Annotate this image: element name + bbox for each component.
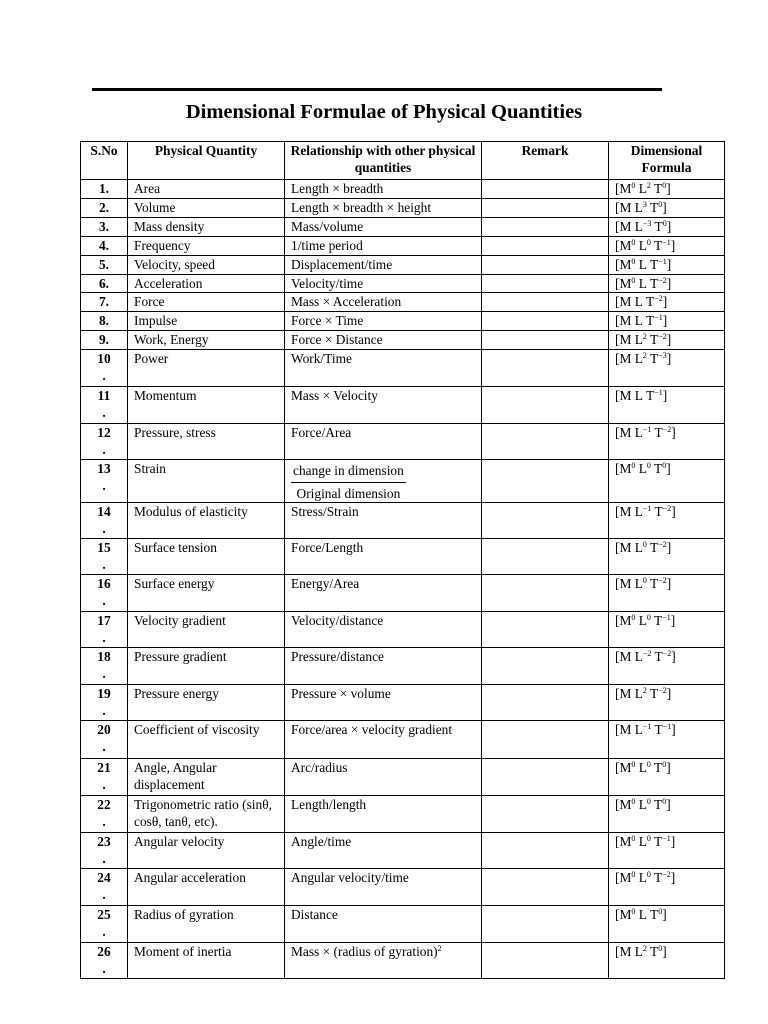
mass-exponent: 0 [631, 181, 636, 190]
length-exponent: 2 [646, 181, 651, 190]
serial-number: 14 [97, 504, 111, 519]
remark-cell [482, 460, 609, 503]
remark-cell [482, 199, 609, 218]
length-exponent: 3 [642, 200, 647, 209]
table-row [81, 869, 725, 906]
relationship-exponent: 2 [437, 944, 442, 953]
time-exponent: −2 [662, 870, 671, 879]
remark-cell [482, 796, 609, 833]
serial-number-dot: . [102, 521, 106, 536]
serial-number: 12 [97, 425, 111, 440]
mass-exponent: 0 [631, 760, 636, 769]
formula-cell: [$M^0$ $L^0$ $T^0$] [609, 460, 725, 503]
serial-number: 26 [97, 944, 111, 959]
remark-cell [482, 350, 609, 387]
time-exponent: −1 [662, 722, 672, 731]
header-sno: S.No [81, 142, 128, 180]
relationship-text: Stress/Strain [291, 504, 359, 519]
relationship-text: Length × breadth × height [291, 200, 432, 215]
relationship-cell [285, 460, 482, 503]
formula-cell: [$M^0$ $L^0$ $T^0$] [609, 796, 725, 833]
table-row [81, 906, 725, 943]
table-header-row [81, 142, 725, 180]
serial-number: 25 [97, 907, 111, 922]
table-row [81, 218, 725, 237]
time-exponent: −2 [658, 332, 667, 341]
relationship-text: Force/Length [291, 540, 364, 555]
header-remark: Remark [482, 142, 609, 180]
formula-cell: [$M^0$ $L^0$ $T^{-1}$] [609, 237, 725, 256]
time-exponent: 0 [662, 461, 667, 470]
quantity-cell: Work, Energy [128, 331, 285, 350]
serial-number-cell [81, 312, 128, 331]
serial-number-cell [81, 796, 128, 833]
quantity-cell: Coefficient of viscosity [128, 721, 285, 759]
quantity-cell: Velocity, speed [128, 256, 285, 275]
serial-number: 11 [97, 388, 111, 403]
serial-number-dot: . [102, 442, 106, 457]
length-exponent: 0 [646, 760, 651, 769]
time-exponent: −2 [654, 294, 663, 303]
relationship-cell [285, 648, 482, 685]
relationship-cell [285, 387, 482, 424]
relationship-cell [285, 869, 482, 906]
remark-cell [482, 293, 609, 312]
serial-number-dot: . [102, 630, 106, 645]
serial-number-dot: . [102, 478, 106, 493]
header-formula: Dimensional Formula [609, 142, 725, 180]
remark-cell [482, 648, 609, 685]
time-exponent: −2 [658, 576, 667, 585]
serial-number-dot: . [102, 814, 106, 829]
length-exponent: 0 [646, 613, 651, 622]
serial-number: 2. [98, 200, 110, 215]
time-exponent: −3 [658, 351, 667, 360]
quantity-cell: Angle, Angular displacement [128, 759, 285, 796]
time-exponent: 0 [662, 181, 667, 190]
remark-cell [482, 612, 609, 648]
formula-cell: [$M^0$ $L^0$ $T^{-1}$] [609, 833, 725, 869]
relationship-text: Force/Area [291, 425, 352, 440]
time-exponent: −2 [662, 425, 672, 434]
relationship-cell [285, 424, 482, 460]
serial-number-cell [81, 943, 128, 979]
serial-number: 5. [98, 257, 110, 272]
serial-number-dot: . [102, 777, 106, 792]
header-relationship: Relationship with other physical quantities [285, 142, 482, 180]
relationship-text: Force × Time [291, 313, 364, 328]
time-exponent: −2 [658, 276, 667, 285]
table-row [81, 759, 725, 796]
serial-number: 19 [97, 686, 111, 701]
time-exponent: −2 [662, 649, 672, 658]
table-row [81, 575, 725, 612]
relationship-text: Pressure/distance [291, 649, 384, 664]
table-row [81, 312, 725, 331]
table-row [81, 387, 725, 424]
fraction [291, 462, 406, 502]
remark-cell [482, 331, 609, 350]
serial-number: 1. [98, 181, 110, 196]
length-exponent: 0 [646, 238, 651, 247]
time-exponent: 0 [658, 907, 663, 916]
formula-cell: [M $L^{-3}$ $T^0$] [609, 218, 725, 237]
quantity-cell: Radius of gyration [128, 906, 285, 943]
table-row [81, 721, 725, 759]
serial-number: 8. [98, 313, 110, 328]
remark-cell [482, 218, 609, 237]
table-row [81, 833, 725, 869]
table-row [81, 350, 725, 387]
formula-cell: [M $L^2$ $T^{-2}$] [609, 331, 725, 350]
quantity-cell: Mass density [128, 218, 285, 237]
title-rule [92, 88, 662, 91]
serial-number: 10 [97, 351, 111, 366]
relationship-cell [285, 275, 482, 293]
relationship-cell [285, 685, 482, 721]
remark-cell [482, 503, 609, 539]
quantity-cell: Velocity gradient [128, 612, 285, 648]
serial-number-cell [81, 721, 128, 759]
relationship-cell [285, 833, 482, 869]
table-row [81, 275, 725, 293]
quantity-cell: Power [128, 350, 285, 387]
time-exponent: −1 [654, 388, 663, 397]
serial-number-dot: . [102, 924, 106, 939]
table-body [81, 180, 725, 979]
relationship-cell [285, 256, 482, 275]
formula-cell: [M $L^{-1}$ $T^{-2}$] [609, 503, 725, 539]
length-exponent: 0 [646, 870, 651, 879]
formula-cell: [$M^0$ L $T^0$] [609, 906, 725, 943]
remark-cell [482, 312, 609, 331]
remark-cell [482, 943, 609, 979]
relationship-text: Energy/Area [291, 576, 360, 591]
serial-number-cell [81, 237, 128, 256]
table-row [81, 648, 725, 685]
relationship-cell [285, 312, 482, 331]
remark-cell [482, 275, 609, 293]
serial-number-cell [81, 503, 128, 539]
relationship-cell [285, 218, 482, 237]
serial-number-cell [81, 180, 128, 199]
serial-number: 6. [98, 276, 110, 291]
length-exponent: −1 [642, 425, 652, 434]
length-exponent: 2 [642, 686, 647, 695]
remark-cell [482, 180, 609, 199]
formula-cell: [$M^0$ $L^0$ $T^0$] [609, 759, 725, 796]
serial-number-cell [81, 575, 128, 612]
quantity-cell: Modulus of elasticity [128, 503, 285, 539]
serial-number-dot: . [102, 368, 106, 383]
formula-cell: [$M^0$ $L^0$ $T^{-1}$] [609, 612, 725, 648]
relationship-text: Length/length [291, 797, 367, 812]
remark-cell [482, 424, 609, 460]
quantity-cell: Pressure, stress [128, 424, 285, 460]
length-exponent: 0 [646, 834, 651, 843]
mass-exponent: 0 [631, 257, 636, 266]
formula-cell: [M L $T^{-1}$] [609, 387, 725, 424]
serial-number-dot: . [102, 666, 106, 681]
remark-cell [482, 869, 609, 906]
serial-number-cell [81, 199, 128, 218]
serial-number: 13 [97, 461, 111, 476]
serial-number-cell [81, 424, 128, 460]
relationship-cell [285, 612, 482, 648]
mass-exponent: 0 [631, 461, 636, 470]
time-exponent: 0 [662, 219, 667, 228]
table-row [81, 256, 725, 275]
serial-number: 18 [97, 649, 111, 664]
time-exponent: 0 [662, 760, 667, 769]
serial-number-cell [81, 331, 128, 350]
time-exponent: 0 [662, 797, 667, 806]
quantity-cell: Volume [128, 199, 285, 218]
formula-cell: [M $L^2$ $T^{-3}$] [609, 350, 725, 387]
quantity-cell: Moment of inertia [128, 943, 285, 979]
quantity-cell: Frequency [128, 237, 285, 256]
quantity-cell: Acceleration [128, 275, 285, 293]
relationship-text: Pressure × volume [291, 686, 391, 701]
table-row [81, 539, 725, 575]
table-row [81, 424, 725, 460]
table-row [81, 943, 725, 979]
serial-number: 17 [97, 613, 111, 628]
page-title: Dimensional Formulae of Physical Quantities [185, 101, 583, 123]
serial-number-dot: . [102, 961, 106, 976]
relationship-text: Work/Time [291, 351, 352, 366]
header-quantity: Physical Quantity [128, 142, 285, 180]
length-exponent: 2 [642, 351, 647, 360]
serial-number-cell [81, 293, 128, 312]
formula-cell: [M $L^2$ $T^{-2}$] [609, 685, 725, 721]
table-row [81, 460, 725, 503]
formula-cell: [M $L^0$ $T^{-2}$] [609, 575, 725, 612]
relationship-text: Angular velocity/time [291, 870, 409, 885]
relationship-text: Force × Distance [291, 332, 383, 347]
serial-number-dot: . [102, 739, 106, 754]
table-row [81, 199, 725, 218]
formula-cell: [M $L^{-2}$ $T^{-2}$] [609, 648, 725, 685]
time-exponent: −1 [662, 834, 671, 843]
serial-number-cell [81, 759, 128, 796]
time-exponent: 0 [658, 200, 663, 209]
serial-number-cell [81, 275, 128, 293]
remark-cell [482, 906, 609, 943]
serial-number: 23 [97, 834, 111, 849]
quantity-cell: Angular velocity [128, 833, 285, 869]
formula-cell: [M $L^{-1}$ $T^{-2}$] [609, 424, 725, 460]
table-row [81, 293, 725, 312]
serial-number-dot: . [102, 887, 106, 902]
table-row [81, 796, 725, 833]
relationship-text: Length × breadth [291, 181, 384, 196]
relationship-cell [285, 331, 482, 350]
mass-exponent: 0 [631, 613, 636, 622]
length-exponent: −3 [642, 219, 652, 228]
serial-number-cell [81, 460, 128, 503]
remark-cell [482, 685, 609, 721]
serial-number-cell [81, 685, 128, 721]
serial-number: 16 [97, 576, 111, 591]
formula-cell: [$M^0$ L $T^{-1}$] [609, 256, 725, 275]
serial-number-cell [81, 387, 128, 424]
relationship-text: Distance [291, 907, 338, 922]
relationship-cell [285, 503, 482, 539]
table-row [81, 685, 725, 721]
mass-exponent: 0 [631, 797, 636, 806]
serial-number-cell [81, 869, 128, 906]
length-exponent: −1 [642, 504, 652, 513]
dimensional-formulae-table [80, 141, 725, 979]
serial-number: 3. [98, 219, 110, 234]
time-exponent: −2 [658, 540, 667, 549]
length-exponent: 0 [642, 540, 647, 549]
time-exponent: −1 [654, 313, 663, 322]
table-row [81, 612, 725, 648]
length-exponent: 0 [642, 576, 647, 585]
mass-exponent: 0 [631, 238, 636, 247]
length-exponent: −2 [642, 649, 652, 658]
time-exponent: −2 [658, 686, 667, 695]
quantity-cell: Surface tension [128, 539, 285, 575]
serial-number-cell [81, 218, 128, 237]
serial-number: 4. [98, 238, 110, 253]
quantity-cell: Impulse [128, 312, 285, 331]
serial-number: 20 [97, 722, 111, 737]
time-exponent: −1 [662, 613, 671, 622]
serial-number-dot: . [102, 703, 106, 718]
time-exponent: −1 [662, 238, 671, 247]
relationship-text: Displacement/time [291, 257, 393, 272]
serial-number: 15 [97, 540, 111, 555]
quantity-cell: Force [128, 293, 285, 312]
quantity-cell: Momentum [128, 387, 285, 424]
relationship-text: Mass/volume [291, 219, 364, 234]
length-exponent: 0 [646, 461, 651, 470]
serial-number-dot: . [102, 593, 106, 608]
quantity-cell: Strain [128, 460, 285, 503]
relationship-text: Force/area × velocity gradient [291, 722, 453, 737]
relationship-text: Mass × Acceleration [291, 294, 402, 309]
remark-cell [482, 256, 609, 275]
time-exponent: −1 [658, 257, 667, 266]
relationship-text: 1/time period [291, 238, 363, 253]
serial-number: 21 [97, 760, 111, 775]
quantity-cell: Pressure gradient [128, 648, 285, 685]
table-row [81, 331, 725, 350]
relationship-text: Velocity/distance [291, 613, 384, 628]
remark-cell [482, 759, 609, 796]
relationship-text: Velocity/time [291, 276, 364, 291]
serial-number: 9. [98, 332, 110, 347]
formula-cell: [M $L^3$ $T^0$] [609, 199, 725, 218]
mass-exponent: 0 [631, 907, 636, 916]
quantity-cell: Area [128, 180, 285, 199]
formula-cell: [M $L^0$ $T^{-2}$] [609, 539, 725, 575]
quantity-cell: Angular acceleration [128, 869, 285, 906]
formula-cell: [M L $T^{-1}$] [609, 312, 725, 331]
serial-number-dot: . [102, 557, 106, 572]
serial-number-cell [81, 833, 128, 869]
remark-cell [482, 387, 609, 424]
length-exponent: −1 [642, 722, 652, 731]
table-row [81, 503, 725, 539]
serial-number: 7. [98, 294, 110, 309]
quantity-cell: Trigonometric ratio (sinθ, cosθ, tanθ, etc). [128, 796, 285, 833]
relationship-cell [285, 180, 482, 199]
relationship-text: Mass × Velocity [291, 388, 378, 403]
length-exponent: 2 [642, 944, 647, 953]
time-exponent: −2 [662, 504, 672, 513]
formula-cell: [M $L^{-1}$ $T^{-1}$] [609, 721, 725, 759]
relationship-cell [285, 721, 482, 759]
remark-cell [482, 539, 609, 575]
relationship-cell [285, 759, 482, 796]
relationship-cell [285, 199, 482, 218]
relationship-cell [285, 237, 482, 256]
formula-cell: [M L $T^{-2}$] [609, 293, 725, 312]
serial-number: 24 [97, 870, 111, 885]
length-exponent: 0 [646, 797, 651, 806]
remark-cell [482, 721, 609, 759]
relationship-text: Arc/radius [291, 760, 348, 775]
relationship-cell [285, 293, 482, 312]
mass-exponent: 0 [631, 834, 636, 843]
serial-number-cell [81, 648, 128, 685]
table-row [81, 237, 725, 256]
mass-exponent: 0 [631, 870, 636, 879]
serial-number-cell [81, 350, 128, 387]
fraction-numerator: change in dimension [291, 462, 406, 483]
remark-cell [482, 237, 609, 256]
length-exponent: 2 [642, 332, 647, 341]
serial-number-cell [81, 256, 128, 275]
relationship-cell [285, 350, 482, 387]
quantity-cell: Surface energy [128, 575, 285, 612]
formula-cell: [M $L^2$ $T^0$] [609, 943, 725, 979]
relationship-text: Angle/time [291, 834, 352, 849]
fraction-denominator: Original dimension [296, 486, 401, 501]
remark-cell [482, 833, 609, 869]
relationship-text: Mass × (radius of gyration) [291, 944, 438, 959]
quantity-cell: Pressure energy [128, 685, 285, 721]
formula-cell: [$M^0$ $L^0$ $T^{-2}$] [609, 869, 725, 906]
relationship-cell [285, 906, 482, 943]
relationship-cell [285, 575, 482, 612]
serial-number-dot: . [102, 851, 106, 866]
serial-number: 22 [97, 797, 111, 812]
remark-cell [482, 575, 609, 612]
formula-cell: [$M^0$ L $T^{-2}$] [609, 275, 725, 293]
table-row [81, 180, 725, 199]
serial-number-cell [81, 906, 128, 943]
time-exponent: 0 [658, 944, 663, 953]
serial-number-dot: . [102, 405, 106, 420]
relationship-cell [285, 943, 482, 979]
mass-exponent: 0 [631, 276, 636, 285]
relationship-cell [285, 539, 482, 575]
serial-number-cell [81, 612, 128, 648]
formula-cell: [$M^0$ $L^2$ $T^0$] [609, 180, 725, 199]
serial-number-cell [81, 539, 128, 575]
relationship-cell [285, 796, 482, 833]
